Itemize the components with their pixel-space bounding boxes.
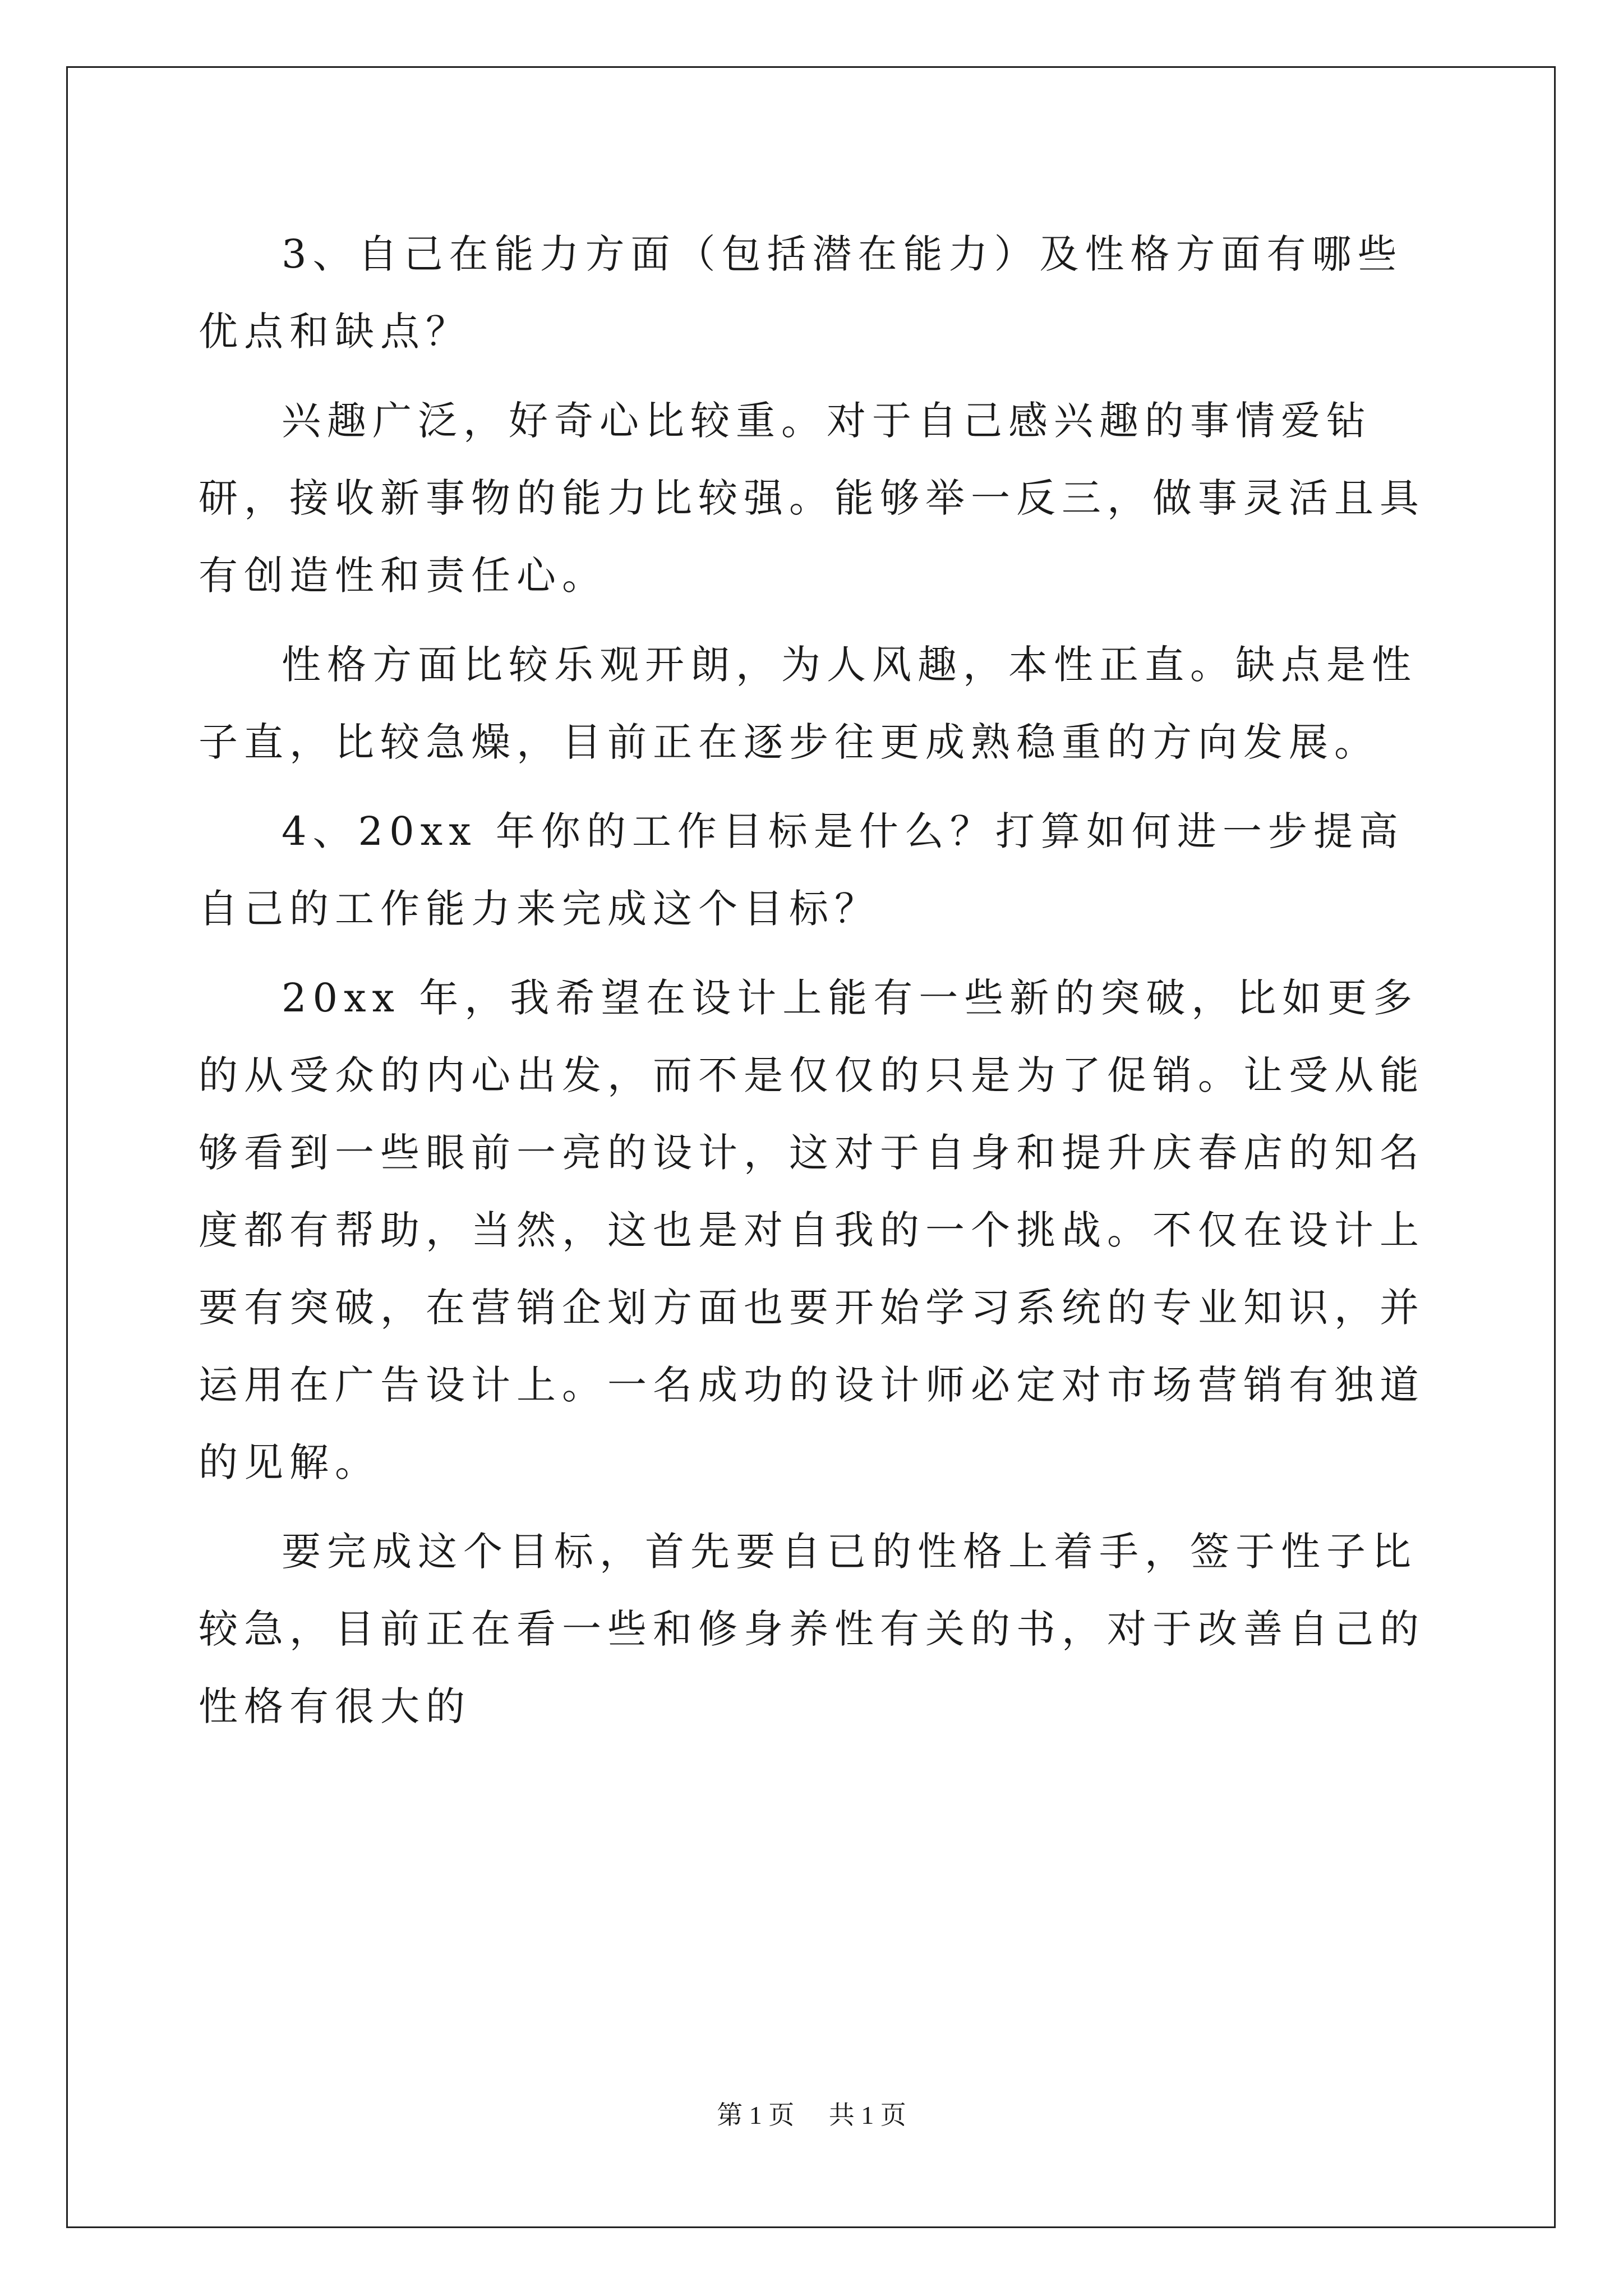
paragraph: 性格方面比较乐观开朗，为人风趣，本性正直。缺点是性子直，比较急燥，目前正在逐步往更成熟稳重的方向发展。 xyxy=(199,642,1417,765)
document-body xyxy=(199,215,1435,1757)
paragraph: 4、20xx 年你的工作目标是什么？打算如何进一步提高自己的工作能力来完成这个目标？ xyxy=(199,808,1404,932)
paragraph: 兴趣广泛，好奇心比较重。对于自己感兴趣的事情爱钻研，接收新事物的能力比较强。能够举一反三，做事灵活且具有创造性和责任心。 xyxy=(199,398,1425,599)
page-number: 第 1 页 xyxy=(717,2101,795,2129)
total-pages: 共 1 页 xyxy=(828,2101,906,2129)
page-footer xyxy=(0,2095,1623,2132)
paragraph: 要完成这个目标，首先要自已的性格上着手，签于性子比较急，目前正在看一些和修身养性有关的书，对于改善自己的性格有很大的 xyxy=(199,1529,1425,1729)
paragraph: 3、自己在能力方面（包括潜在能力）及性格方面有哪些优点和缺点？ xyxy=(199,231,1403,355)
paragraph: 20xx 年，我希望在设计上能有一些新的突破，比如更多的从受众的内心出发，而不是仅仅的只是为了促销。让受从能够看到一些眼前一亮的设计，这对于自身和提升庆春店的知名度都有帮助，当然，这也是对自我的一个挑战。不仅在设计上要有突破，在营销企划方面也要开始学习系统的专业知识，并运用在广告设计上。一名成功的设计师必定对市场营销有独道的见解。 xyxy=(199,975,1425,1485)
